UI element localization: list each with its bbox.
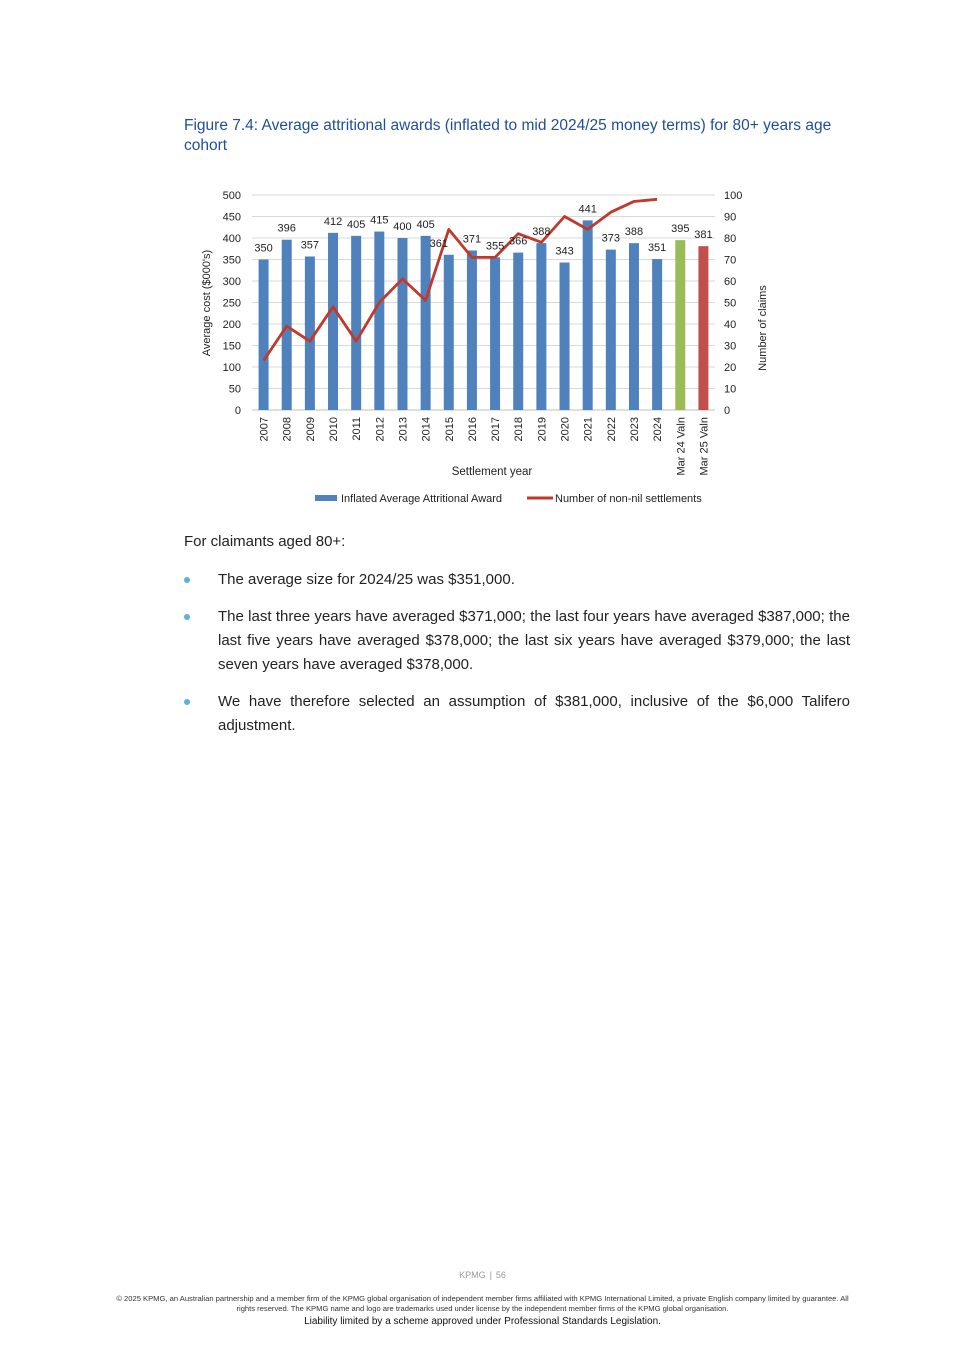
bar-data-label: 381 (694, 229, 713, 242)
y-tick-label: 150 (222, 340, 241, 353)
x-tick-label: 2008 (281, 417, 294, 442)
x-tick-label: 2021 (582, 417, 595, 442)
bar (675, 240, 685, 410)
bar (467, 250, 477, 410)
x-tick-label: 2010 (328, 417, 341, 442)
y2-tick-label: 70 (724, 254, 737, 267)
bullet-list (184, 568, 850, 751)
chart-line (264, 199, 658, 360)
y-tick-label: 500 (222, 190, 241, 202)
y2-tick-label: 50 (724, 297, 737, 310)
bar (305, 256, 315, 410)
x-tick-label: 2012 (374, 417, 387, 442)
y2-tick-label: 20 (724, 362, 737, 374)
chart-y2label: Number of claims (757, 285, 769, 371)
x-tick-label: 2017 (490, 417, 503, 442)
y2-tick-label: 90 (724, 211, 737, 224)
x-tick-label: 2009 (304, 417, 317, 442)
x-tick-label: 2015 (443, 417, 456, 442)
bullet-text: We have therefore selected an assumption of $381,000, inclusive of the $6,000 Talifero adjustment. (218, 693, 850, 734)
bar-data-label: 355 (485, 240, 505, 253)
y2-tick-label: 60 (724, 276, 737, 288)
bar-data-label: 388 (624, 226, 644, 239)
y-tick-label: 350 (222, 254, 241, 267)
bar-data-label: 415 (370, 214, 389, 227)
bullet-item (184, 605, 850, 677)
bar-data-label: 388 (532, 226, 551, 239)
bar-data-label: 350 (254, 242, 273, 255)
bar (397, 238, 407, 410)
x-tick-label: 2020 (559, 417, 572, 442)
bar-data-label: 395 (671, 223, 690, 236)
y2-tick-label: 0 (724, 405, 731, 417)
x-tick-label: 2018 (513, 417, 526, 442)
bar-data-label: 373 (601, 232, 621, 245)
y2-tick-label: 100 (724, 190, 743, 202)
y-tick-label: 300 (222, 276, 241, 288)
bar (444, 255, 454, 410)
bar-data-label: 412 (323, 215, 343, 228)
x-tick-label: 2024 (652, 417, 665, 442)
bar-data-label: 396 (277, 222, 296, 235)
bar (490, 257, 500, 410)
bullet-item (184, 568, 850, 592)
bar-data-label: 371 (462, 233, 482, 246)
x-tick-label: 2011 (351, 417, 364, 441)
bar-data-label: 405 (416, 218, 435, 231)
bar (328, 233, 338, 410)
footer-brand: KPMG (459, 1270, 486, 1280)
y-tick-label: 50 (228, 383, 241, 396)
bar-data-label: 343 (555, 245, 574, 258)
bullet-text: The average size for 2024/25 was $351,000. (218, 571, 515, 588)
figure-title: Figure 7.4: Average attritional awards (inflated to mid 2024/25 money terms) for 80+ years age cohort (184, 117, 832, 154)
footer-page-number: 56 (495, 1270, 506, 1280)
y-tick-label: 250 (222, 297, 241, 310)
y2-tick-label: 40 (724, 319, 737, 331)
y-tick-label: 400 (222, 233, 241, 245)
chart-legend (315, 493, 702, 505)
bullet-dot-icon (184, 614, 190, 620)
bar-data-label: 357 (300, 239, 320, 252)
x-tick-label: 2019 (536, 417, 549, 442)
chart-data-labels (254, 203, 712, 257)
bar (536, 243, 546, 410)
x-tick-label: 2023 (628, 417, 641, 442)
chart-ylabel: Average cost ($000's) (201, 249, 213, 357)
x-tick-label: Mar 25 Valn (698, 417, 711, 476)
bar-data-label: 400 (393, 221, 412, 233)
page-number (0, 1270, 965, 1280)
bullet-item (184, 690, 850, 738)
chart-y2-axis (724, 190, 742, 417)
bar (652, 259, 662, 410)
y-tick-label: 200 (222, 319, 241, 331)
y2-tick-label: 30 (724, 340, 737, 353)
legend-swatch-bar (315, 495, 337, 501)
x-tick-label: Mar 24 Valn (675, 417, 688, 476)
bar (259, 260, 269, 411)
bar (421, 236, 431, 410)
y-tick-label: 100 (222, 362, 241, 374)
footer-separator: | (489, 1270, 492, 1280)
bar (583, 220, 593, 410)
bar-data-label: 351 (647, 242, 667, 255)
bar (374, 232, 384, 410)
series-line (264, 199, 658, 360)
chart-gridlines (252, 195, 715, 410)
y2-tick-label: 10 (724, 383, 737, 396)
bar-data-label: 361 (429, 237, 448, 250)
x-tick-label: 2014 (420, 417, 433, 442)
liability-notice: Liability limited by a scheme approved under Professional Standards Legislation. (304, 1316, 661, 1327)
bullet-dot-icon (184, 699, 190, 705)
x-tick-label: 2022 (605, 417, 618, 442)
y-tick-label: 450 (222, 211, 241, 224)
chart-xlabel: Settlement year (451, 466, 533, 478)
bar (560, 263, 570, 410)
x-tick-label: 2016 (466, 417, 479, 442)
chart (0, 0, 965, 520)
bar-data-label: 366 (509, 235, 528, 248)
bar (629, 243, 639, 410)
intro-text: For claimants aged 80+: (184, 533, 346, 550)
bar (513, 253, 523, 410)
bar-data-label: 405 (346, 218, 366, 231)
legend-label-line: Number of non-nil settlements (555, 493, 702, 505)
y-tick-label: 0 (234, 405, 241, 417)
bullet-text: The last three years have averaged $371,000; the last four years have averaged $387,000; the last five years have averaged $378,000; the last six years have averaged $379,000; the last seven years have averaged $378,000. (218, 608, 850, 673)
bar (351, 236, 361, 410)
legend-label-bar: Inflated Average Attritional Award (341, 493, 503, 505)
bar (698, 246, 708, 410)
bar-data-label: 441 (578, 203, 597, 216)
x-tick-label: 2013 (397, 417, 410, 442)
x-tick-label: 2007 (258, 417, 271, 442)
y2-tick-label: 80 (724, 233, 737, 245)
bullet-dot-icon (184, 577, 190, 583)
bar (606, 250, 616, 410)
chart-y-axis (223, 190, 241, 417)
copyright-notice: © 2025 KPMG, an Australian partnership and a member firm of the KPMG global organisation of independent member firms affiliated with KPMG International Limited, a private English company limited by guarantee. All rights reserved. The KPMG name and logo are trademarks used under license by the independent member firms of the KPMG global organisation. (116, 1294, 849, 1313)
